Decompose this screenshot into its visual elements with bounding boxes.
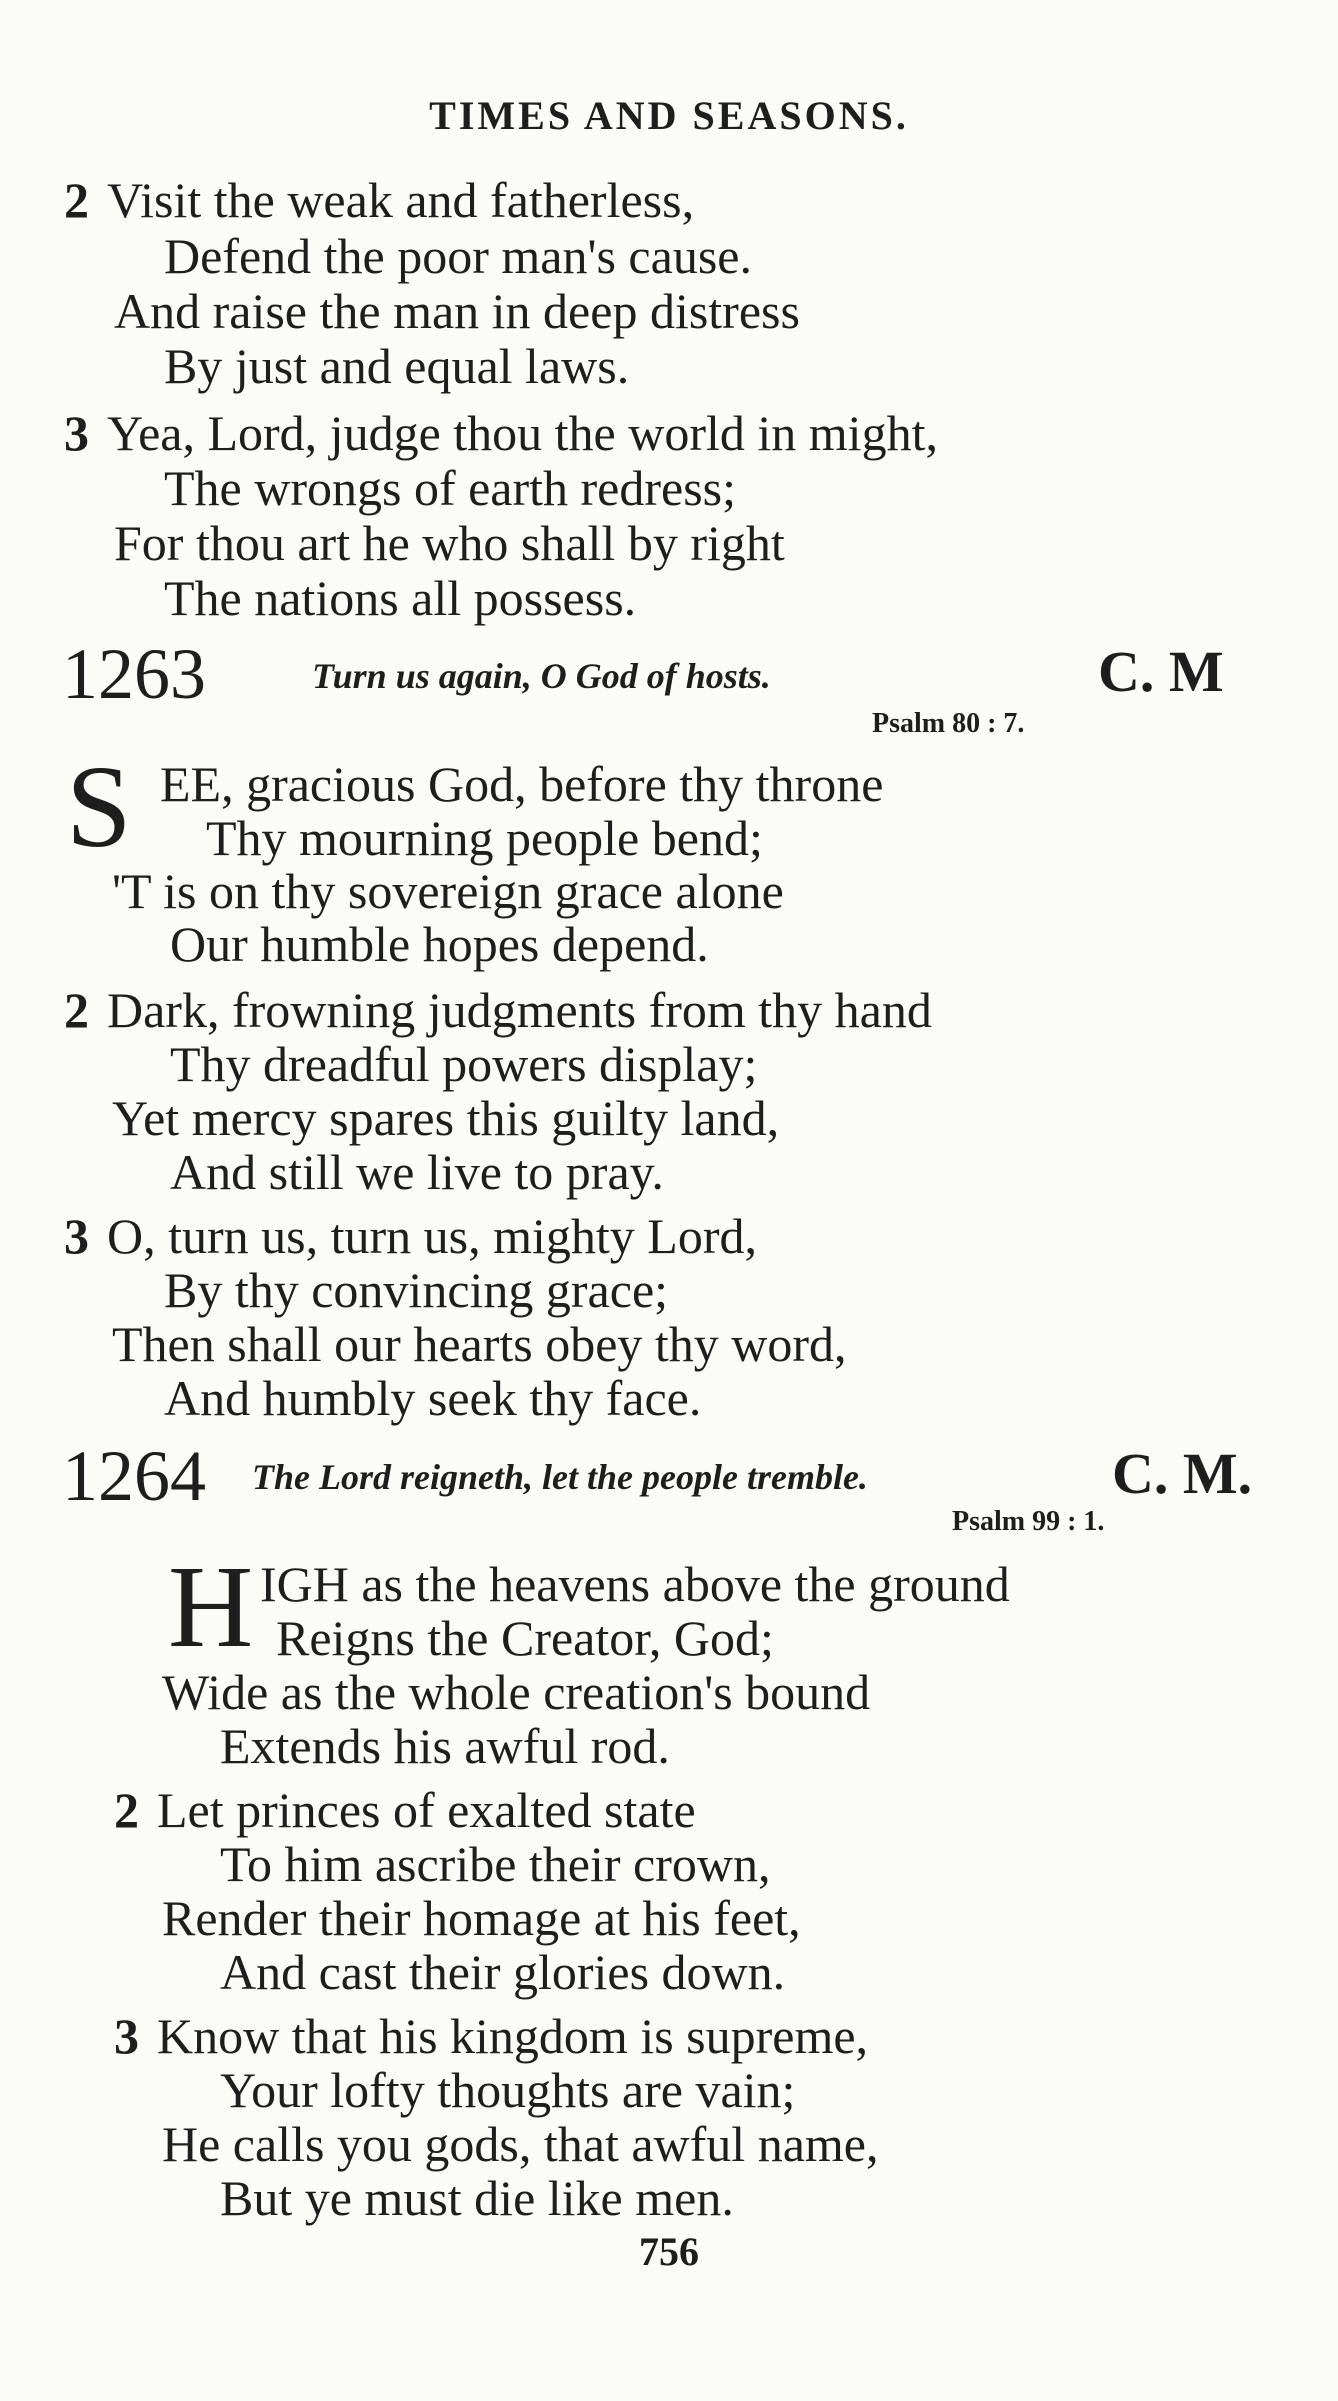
stanza-line: Then shall our hearts obey thy word, (112, 1316, 847, 1372)
stanza-line: EE, gracious God, before thy throne (160, 756, 884, 812)
stanza-line: Wide as the whole creation's bound (162, 1664, 871, 1720)
stanza-line: 'T is on thy sovereign grace alone (112, 863, 784, 919)
running-header: TIMES AND SEASONS. (429, 93, 909, 138)
stanza-line: Our humble hopes depend. (170, 916, 709, 972)
hymn-meter: C. M (1098, 639, 1224, 704)
stanza-line: IGH as the heavens above the ground (260, 1556, 1010, 1612)
stanza-line: 2 Let princes of exalted state (114, 1782, 696, 1838)
stanza-line: Render their homage at his feet, (162, 1890, 801, 1946)
stanza-line: Extends his awful rod. (220, 1718, 670, 1774)
stanza-line: 3 O, turn us, turn us, mighty Lord, (64, 1208, 757, 1264)
hymn-number: 1264 (62, 1436, 206, 1516)
scripture-reference: Psalm 99 : 1. (952, 1506, 1105, 1537)
stanza-line: But ye must die like men. (220, 2170, 734, 2226)
stanza-line: And still we live to pray. (170, 1144, 664, 1200)
verse-number: 3 (64, 405, 89, 461)
stanza-line: For thou art he who shall by right (114, 515, 785, 571)
verse-number: 3 (114, 2008, 139, 2064)
stanza-line: And cast their glories down. (220, 1944, 786, 2000)
stanza-line: Thy dreadful powers display; (170, 1036, 758, 1092)
hymn-title: Turn us again, O God of hosts. (312, 656, 771, 696)
stanza-line: Reigns the Creator, God; (276, 1610, 774, 1666)
stanza-line: 3 Know that his kingdom is supreme, (114, 2008, 869, 2064)
stanza-line: To him ascribe their crown, (220, 1836, 771, 1892)
verse-number: 2 (64, 982, 89, 1038)
stanza-line: Yet mercy spares this guilty land, (112, 1090, 780, 1146)
hymn-meter: C. M. (1112, 1441, 1253, 1506)
drop-cap: S (66, 741, 132, 872)
stanza-line: By thy convincing grace; (164, 1262, 669, 1318)
stanza-line: 2 Visit the weak and fatherless, (64, 172, 695, 228)
verse-number: 3 (64, 1208, 89, 1264)
stanza-line: Your lofty thoughts are vain; (220, 2062, 796, 2118)
verse-number: 2 (64, 172, 89, 228)
hymn-title: The Lord reigneth, let the people tremble. (252, 1457, 868, 1497)
drop-cap: H (168, 1541, 254, 1672)
stanza-line: And raise the man in deep distress (114, 283, 800, 339)
hymn-number: 1263 (62, 634, 206, 714)
stanza-line: By just and equal laws. (164, 338, 630, 394)
stanza-line: 2 Dark, frowning judgments from thy hand (64, 982, 932, 1038)
scripture-reference: Psalm 80 : 7. (872, 708, 1025, 739)
stanza-line: 3 Yea, Lord, judge thou the world in might, (64, 405, 938, 461)
stanza-line: He calls you gods, that awful name, (162, 2116, 879, 2172)
verse-number: 2 (114, 1782, 139, 1838)
stanza-line: Defend the poor man's cause. (164, 228, 752, 284)
stanza-line: Thy mourning people bend; (206, 810, 763, 866)
stanza-line: And humbly seek thy face. (164, 1370, 702, 1426)
stanza-line: The nations all possess. (164, 570, 637, 626)
page-number: 756 (639, 2229, 699, 2274)
stanza-line: The wrongs of earth redress; (164, 460, 737, 516)
